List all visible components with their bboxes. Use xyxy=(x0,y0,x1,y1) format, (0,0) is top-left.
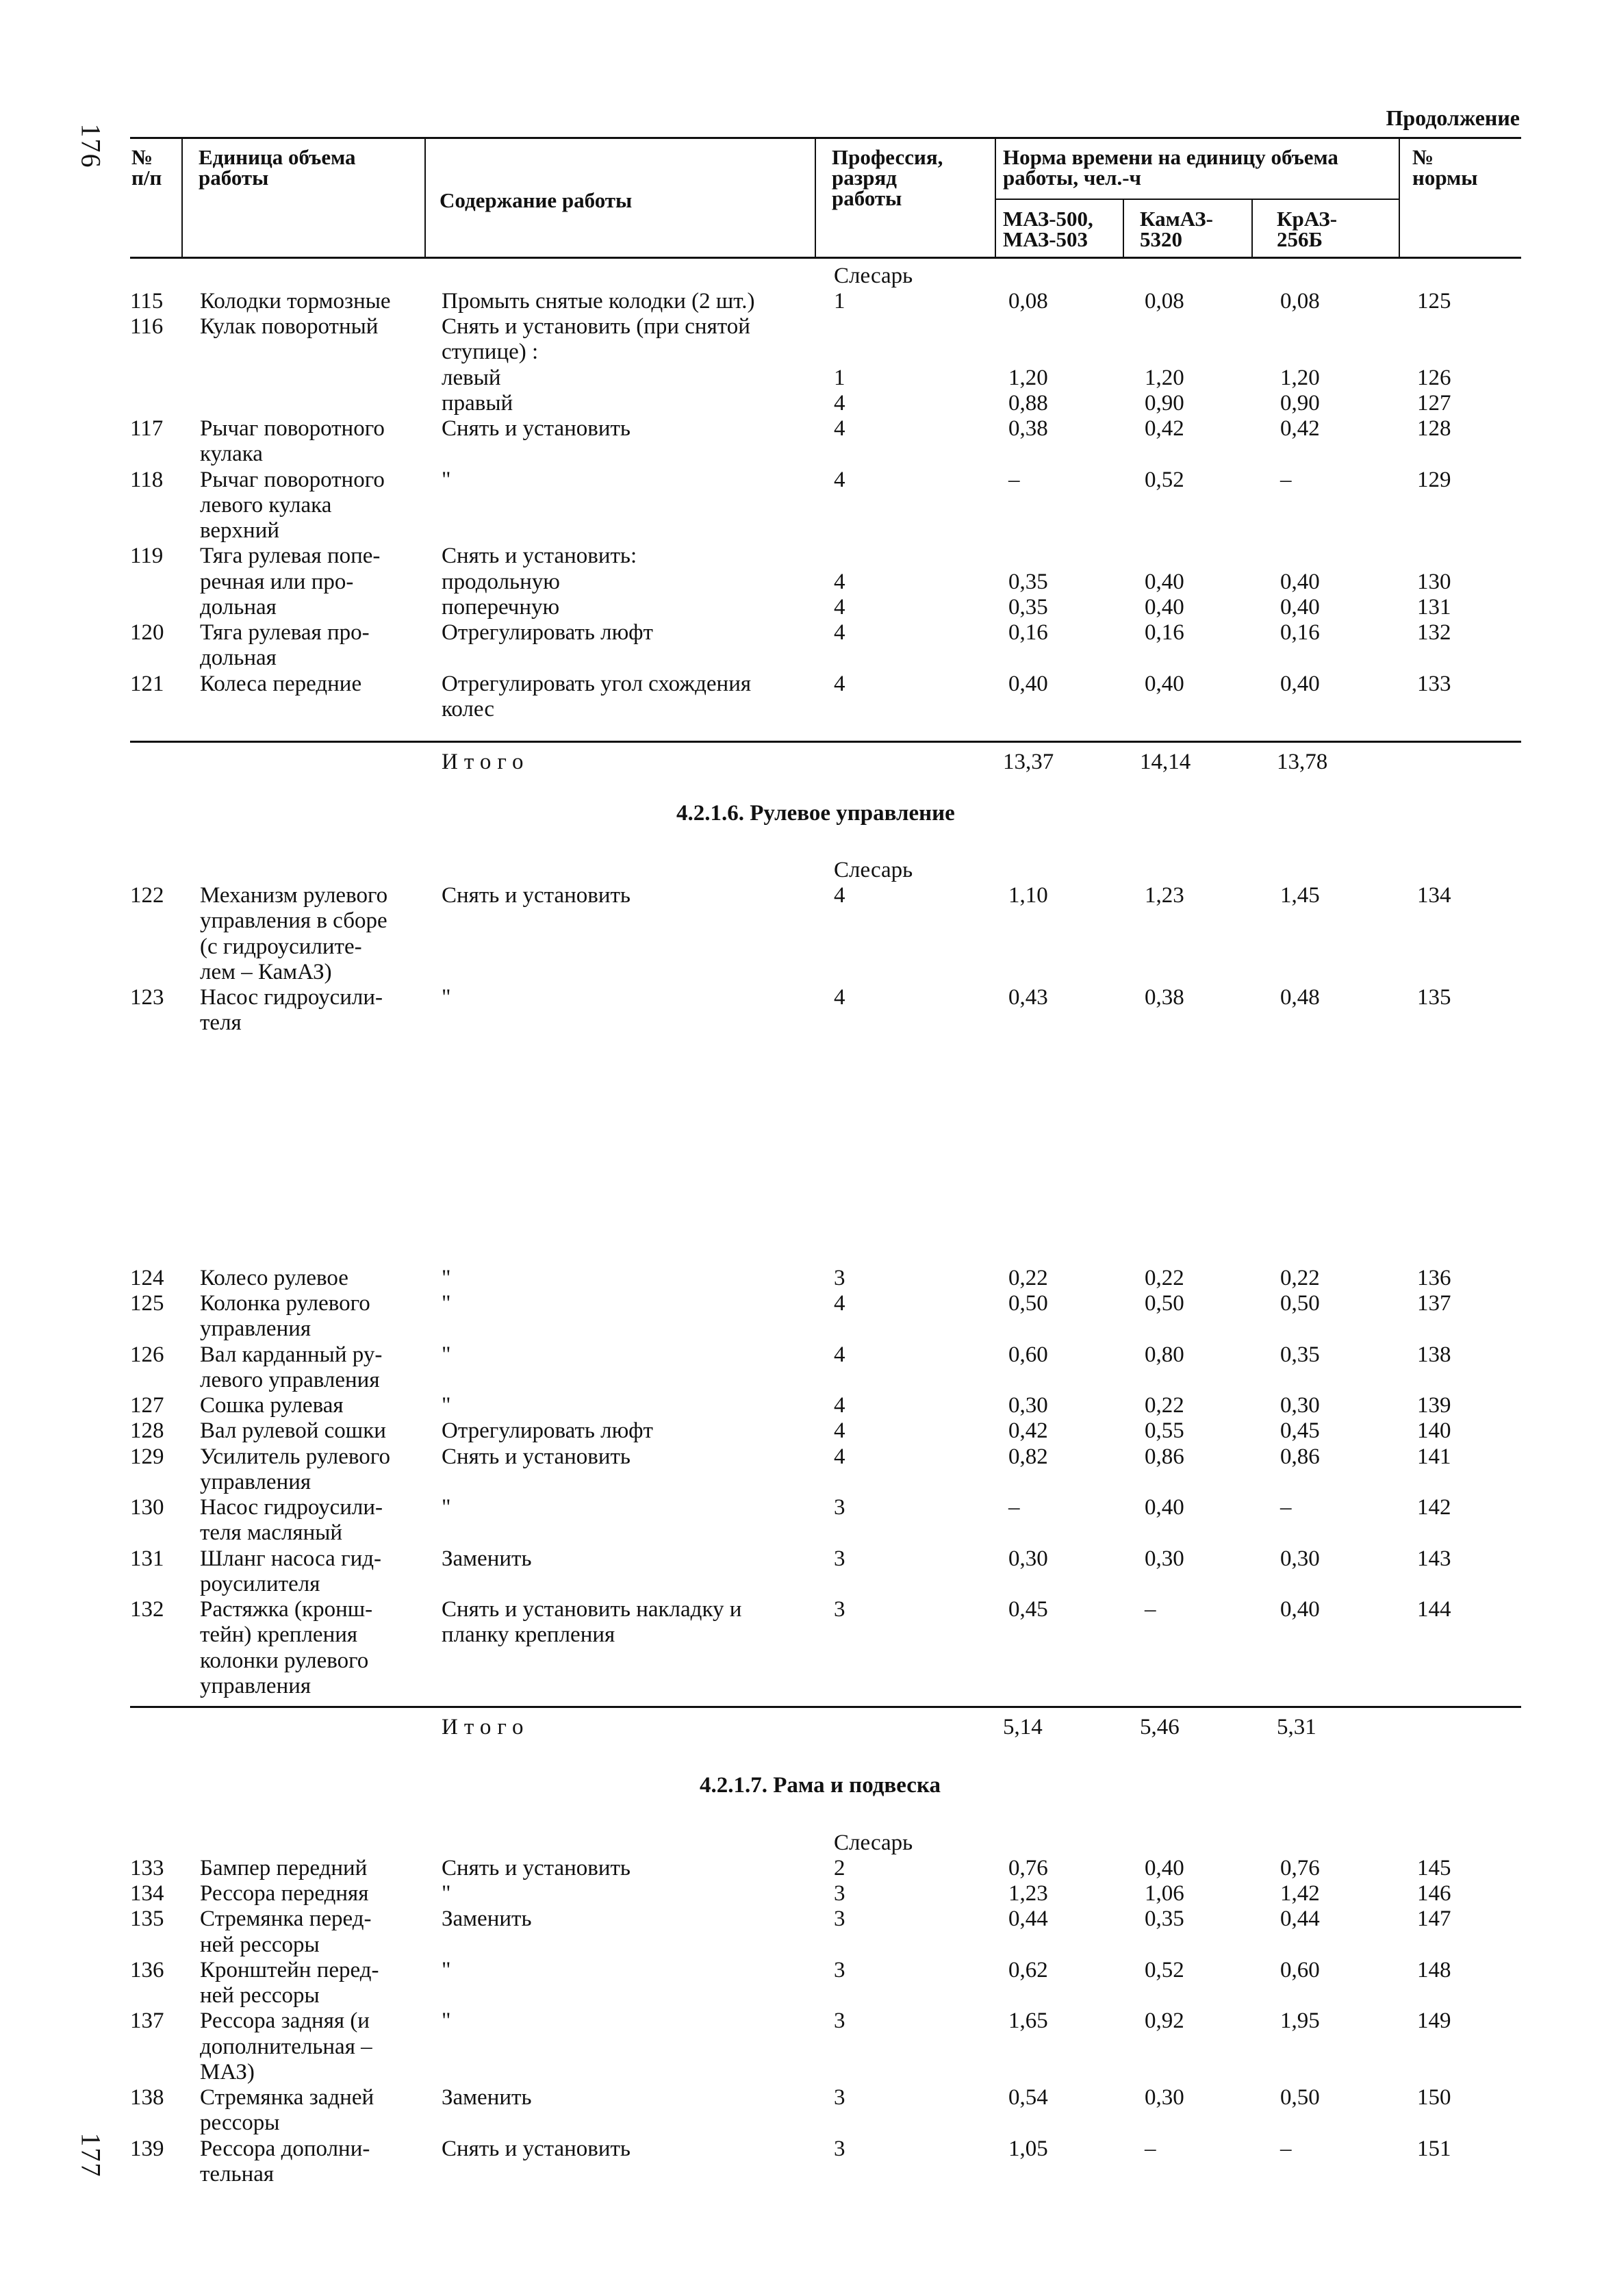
row-number: 132 xyxy=(130,1597,164,1622)
profession-rank: 3 xyxy=(834,1266,845,1290)
profession-rank: Слесарь xyxy=(834,858,913,882)
profession-rank: 4 xyxy=(834,1291,845,1316)
work-content: " xyxy=(442,1958,451,1982)
work-content: " xyxy=(442,1495,451,1520)
work-unit: ней рессоры xyxy=(200,1933,320,1957)
profession-rank: Слесарь xyxy=(834,1831,913,1855)
norm-maz: 1,23 xyxy=(1008,1881,1048,1906)
work-unit: Вал рулевой сошки xyxy=(200,1418,386,1443)
norm-kamaz: 0,30 xyxy=(1145,2085,1184,2110)
work-unit: Насос гидроусили- xyxy=(200,985,383,1010)
total-label: Итого xyxy=(442,750,530,774)
section-title-frame: 4.2.1.7. Рама и подвеска xyxy=(700,1773,941,1798)
norm-kamaz: 0,40 xyxy=(1145,1856,1184,1880)
work-content: " xyxy=(442,1881,451,1906)
norm-kraz: 0,60 xyxy=(1280,1958,1320,1982)
header-num-1: № xyxy=(131,145,153,169)
header-unit-2: работы xyxy=(199,166,269,190)
row-number: 139 xyxy=(130,2136,164,2161)
profession-rank: 3 xyxy=(834,1495,845,1520)
section-title-steering: 4.2.1.6. Рулевое управление xyxy=(676,801,955,826)
norm-maz: 1,20 xyxy=(1008,366,1048,390)
work-content: Отрегулировать угол схождения xyxy=(442,672,752,696)
row-number: 135 xyxy=(130,1906,164,1931)
profession-rank: 4 xyxy=(834,1393,845,1418)
work-unit: Шланг насоса гид- xyxy=(200,1546,382,1571)
norm-kamaz: 0,42 xyxy=(1145,416,1184,441)
norm-kraz: 0,08 xyxy=(1280,289,1320,314)
norm-number: 131 xyxy=(1417,595,1451,620)
row-number: 120 xyxy=(130,620,164,645)
profession-rank: 4 xyxy=(834,1444,845,1469)
profession-rank: 4 xyxy=(834,883,845,908)
header-top-rule xyxy=(130,137,1521,139)
norm-kraz: 1,20 xyxy=(1280,366,1320,390)
work-content: Заменить xyxy=(442,2085,532,2110)
profession-rank: 3 xyxy=(834,1958,845,1982)
norm-maz: – xyxy=(1008,468,1020,492)
norm-kraz: 1,95 xyxy=(1280,2008,1320,2033)
norm-maz: 0,35 xyxy=(1008,595,1048,620)
norm-number: 141 xyxy=(1417,1444,1451,1469)
header-vline-3 xyxy=(815,138,816,257)
norm-kraz: 0,40 xyxy=(1280,1597,1320,1622)
work-content: Снять и установить xyxy=(442,416,631,441)
norm-maz: 0,42 xyxy=(1008,1418,1048,1443)
norm-kraz: 0,42 xyxy=(1280,416,1320,441)
work-content: планку крепления xyxy=(442,1622,615,1647)
norm-kraz: 0,86 xyxy=(1280,1444,1320,1469)
norm-maz: – xyxy=(1008,1495,1020,1520)
norm-kamaz: 0,40 xyxy=(1145,595,1184,620)
header-norm-subrule xyxy=(995,199,1399,200)
row-number: 115 xyxy=(130,289,164,314)
work-content: поперечную xyxy=(442,595,560,620)
norm-maz: 1,65 xyxy=(1008,2008,1048,2033)
work-content: Снять и установить xyxy=(442,1444,631,1469)
norm-kraz: 0,44 xyxy=(1280,1906,1320,1931)
work-unit: дольная xyxy=(200,646,277,670)
norm-kamaz: 0,55 xyxy=(1145,1418,1184,1443)
row-number: 137 xyxy=(130,2008,164,2033)
norm-number: 147 xyxy=(1417,1906,1451,1931)
work-content: Снять и установить xyxy=(442,1856,631,1880)
profession-rank: 4 xyxy=(834,1342,845,1367)
row-number: 125 xyxy=(130,1291,164,1316)
norm-kamaz: 1,20 xyxy=(1145,366,1184,390)
header-vline-6 xyxy=(1251,199,1253,257)
work-unit: роусилителя xyxy=(200,1572,320,1596)
work-content: Промыть снятые колодки (2 шт.) xyxy=(442,289,755,314)
norm-number: 126 xyxy=(1417,366,1451,390)
norm-number: 138 xyxy=(1417,1342,1451,1367)
total-kraz: 5,31 xyxy=(1277,1715,1316,1739)
work-unit: Рессора дополни- xyxy=(200,2136,370,2161)
norm-number: 140 xyxy=(1417,1418,1451,1443)
norm-maz: 0,30 xyxy=(1008,1546,1048,1571)
total-maz: 5,14 xyxy=(1003,1715,1043,1739)
profession-rank: 4 xyxy=(834,985,845,1010)
norm-maz: 0,22 xyxy=(1008,1266,1048,1290)
norm-maz: 0,62 xyxy=(1008,1958,1048,1982)
row-number: 121 xyxy=(130,672,164,696)
header-kamaz-2: 5320 xyxy=(1140,227,1182,251)
row-number: 118 xyxy=(130,468,164,492)
profession-rank: 3 xyxy=(834,1881,845,1906)
total-rule-1 xyxy=(130,741,1521,743)
norm-number: 128 xyxy=(1417,416,1451,441)
norm-kamaz: 0,86 xyxy=(1145,1444,1184,1469)
work-unit: управления xyxy=(200,1470,311,1494)
norm-kraz: 0,22 xyxy=(1280,1266,1320,1290)
norm-kamaz: 0,52 xyxy=(1145,1958,1184,1982)
work-unit: Сошка рулевая xyxy=(200,1393,344,1418)
norm-maz: 0,82 xyxy=(1008,1444,1048,1469)
work-unit: управления xyxy=(200,1674,311,1698)
work-unit: Тяга рулевая про- xyxy=(200,620,370,645)
norm-maz: 0,16 xyxy=(1008,620,1048,645)
work-unit: ней рессоры xyxy=(200,1983,320,2008)
row-number: 136 xyxy=(130,1958,164,1982)
work-unit: (с гидроусилите- xyxy=(200,934,362,959)
work-unit: тейн) крепления xyxy=(200,1622,358,1647)
row-number: 116 xyxy=(130,314,164,339)
profession-rank: 4 xyxy=(834,468,845,492)
profession-rank: 2 xyxy=(834,1856,845,1880)
work-unit: Рычаг поворотного xyxy=(200,468,385,492)
norm-maz: 0,54 xyxy=(1008,2085,1048,2110)
profession-rank: 3 xyxy=(834,1906,845,1931)
header-vline-5 xyxy=(1123,199,1124,257)
work-unit: Колонка рулевого xyxy=(200,1291,370,1316)
norm-kamaz: 0,30 xyxy=(1145,1546,1184,1571)
norm-kamaz: – xyxy=(1145,2136,1156,2161)
profession-rank: 1 xyxy=(834,366,845,390)
norm-kraz: 0,76 xyxy=(1280,1856,1320,1880)
norm-number: 127 xyxy=(1417,391,1451,416)
work-unit: левого управления xyxy=(200,1368,380,1392)
work-content: правый xyxy=(442,391,513,416)
header-vline-2 xyxy=(424,138,426,257)
continuation-label: Продолжение xyxy=(1386,105,1520,130)
row-number: 123 xyxy=(130,985,164,1010)
norm-maz: 0,88 xyxy=(1008,391,1048,416)
header-prof-2: разряд xyxy=(832,166,897,190)
norm-kraz: – xyxy=(1280,468,1292,492)
total-kamaz: 14,14 xyxy=(1140,750,1191,774)
profession-rank: 3 xyxy=(834,2085,845,2110)
row-number: 131 xyxy=(130,1546,164,1571)
norm-kamaz: – xyxy=(1145,1597,1156,1622)
work-unit: верхний xyxy=(200,518,280,543)
profession-rank: 3 xyxy=(834,1597,845,1622)
norm-kraz: 0,16 xyxy=(1280,620,1320,645)
norm-kamaz: 0,90 xyxy=(1145,391,1184,416)
profession-rank: Слесарь xyxy=(834,264,913,288)
work-unit: Бампер передний xyxy=(200,1856,368,1880)
work-content: " xyxy=(442,1342,451,1367)
norm-number: 125 xyxy=(1417,289,1451,314)
norm-number: 139 xyxy=(1417,1393,1451,1418)
norm-kraz: 0,35 xyxy=(1280,1342,1320,1367)
header-maz-1: МАЗ-500, xyxy=(1003,207,1093,231)
profession-rank: 4 xyxy=(834,416,845,441)
row-number: 119 xyxy=(130,544,164,568)
work-unit: Рычаг поворотного xyxy=(200,416,385,441)
norm-number: 135 xyxy=(1417,985,1451,1010)
profession-rank: 4 xyxy=(834,391,845,416)
work-content: " xyxy=(442,985,451,1010)
header-maz-2: МАЗ-503 xyxy=(1003,227,1088,251)
norm-kamaz: 0,08 xyxy=(1145,289,1184,314)
page-number-top: 176 xyxy=(75,123,107,169)
norm-maz: 0,30 xyxy=(1008,1393,1048,1418)
header-vline-1 xyxy=(181,138,183,257)
norm-number: 143 xyxy=(1417,1546,1451,1571)
row-number: 138 xyxy=(130,2085,164,2110)
profession-rank: 4 xyxy=(834,672,845,696)
work-unit: Рессора передняя xyxy=(200,1881,369,1906)
header-kraz-1: КрАЗ- xyxy=(1277,207,1338,231)
norm-number: 137 xyxy=(1417,1291,1451,1316)
norm-kamaz: 1,06 xyxy=(1145,1881,1184,1906)
norm-kamaz: 0,52 xyxy=(1145,468,1184,492)
work-content: Заменить xyxy=(442,1906,532,1931)
header-vline-4 xyxy=(995,138,996,257)
work-content: " xyxy=(442,1291,451,1316)
norm-maz: 0,44 xyxy=(1008,1906,1048,1931)
header-prof-1: Профессия, xyxy=(832,145,943,169)
work-unit: Стремянка задней xyxy=(200,2085,374,2110)
work-unit: управления в сборе xyxy=(200,908,387,933)
profession-rank: 3 xyxy=(834,2008,845,2033)
profession-rank: 3 xyxy=(834,1546,845,1571)
work-unit: Тяга рулевая попе- xyxy=(200,544,381,568)
norm-number: 133 xyxy=(1417,672,1451,696)
work-unit: рессоры xyxy=(200,2110,280,2135)
norm-maz: 0,38 xyxy=(1008,416,1048,441)
norm-kraz: 0,30 xyxy=(1280,1393,1320,1418)
norm-number: 145 xyxy=(1417,1856,1451,1880)
row-number: 134 xyxy=(130,1881,164,1906)
header-bottom-rule xyxy=(130,257,1521,259)
work-unit: Кулак поворотный xyxy=(200,314,379,339)
total-kamaz: 5,46 xyxy=(1140,1715,1180,1739)
profession-rank: 4 xyxy=(834,620,845,645)
norm-number: 142 xyxy=(1417,1495,1451,1520)
row-number: 130 xyxy=(130,1495,164,1520)
norm-number: 150 xyxy=(1417,2085,1451,2110)
norm-kraz: 0,30 xyxy=(1280,1546,1320,1571)
norm-kamaz: 0,40 xyxy=(1145,570,1184,594)
norm-maz: 1,05 xyxy=(1008,2136,1048,2161)
page-number-bottom: 177 xyxy=(75,2132,107,2178)
norm-number: 130 xyxy=(1417,570,1451,594)
work-content: Отрегулировать люфт xyxy=(442,1418,653,1443)
work-unit: Колодки тормозные xyxy=(200,289,391,314)
work-content: колес xyxy=(442,697,495,722)
work-unit: управления xyxy=(200,1316,311,1341)
work-content: Снять и установить xyxy=(442,2136,631,2161)
work-unit: Стремянка перед- xyxy=(200,1906,372,1931)
row-number: 126 xyxy=(130,1342,164,1367)
header-normno-2: нормы xyxy=(1412,166,1478,190)
norm-maz: 1,10 xyxy=(1008,883,1048,908)
work-content: левый xyxy=(442,366,501,390)
row-number: 129 xyxy=(130,1444,164,1469)
norm-kamaz: 0,40 xyxy=(1145,1495,1184,1520)
profession-rank: 4 xyxy=(834,570,845,594)
norm-kraz: 0,45 xyxy=(1280,1418,1320,1443)
work-unit: левого кулака xyxy=(200,493,332,518)
norm-kraz: 1,42 xyxy=(1280,1881,1320,1906)
norm-kraz: 0,50 xyxy=(1280,2085,1320,2110)
work-unit: Рессора задняя (и xyxy=(200,2008,370,2033)
total-label: Итого xyxy=(442,1715,530,1739)
work-content: " xyxy=(442,2008,451,2033)
profession-rank: 3 xyxy=(834,2136,845,2161)
work-content: Снять и установить (при снятой xyxy=(442,314,750,339)
work-unit: Растяжка (кронш- xyxy=(200,1597,373,1622)
work-unit: Вал карданный ру- xyxy=(200,1342,383,1367)
work-unit: Механизм рулевого xyxy=(200,883,388,908)
work-content: " xyxy=(442,1393,451,1418)
row-number: 128 xyxy=(130,1418,164,1443)
header-kraz-2: 256Б xyxy=(1277,227,1323,251)
header-normno-1: № xyxy=(1412,145,1434,169)
row-number: 117 xyxy=(130,416,164,441)
norm-kraz: 0,90 xyxy=(1280,391,1320,416)
work-unit: Усилитель рулевого xyxy=(200,1444,390,1469)
norm-kraz: 0,40 xyxy=(1280,672,1320,696)
norm-kraz: 1,45 xyxy=(1280,883,1320,908)
norm-kraz: – xyxy=(1280,1495,1292,1520)
norm-kamaz: 1,23 xyxy=(1145,883,1184,908)
norm-number: 144 xyxy=(1417,1597,1451,1622)
profession-rank: 4 xyxy=(834,1418,845,1443)
work-unit: колонки рулевого xyxy=(200,1648,369,1673)
total-maz: 13,37 xyxy=(1003,750,1054,774)
norm-kamaz: 0,22 xyxy=(1145,1393,1184,1418)
work-unit: Колесо рулевое xyxy=(200,1266,348,1290)
row-number: 124 xyxy=(130,1266,164,1290)
norm-kraz: – xyxy=(1280,2136,1292,2161)
header-norm-2: работы, чел.-ч xyxy=(1003,166,1142,190)
norm-number: 132 xyxy=(1417,620,1451,645)
total-kraz: 13,78 xyxy=(1277,750,1328,774)
profession-rank: 1 xyxy=(834,289,845,314)
norm-maz: 0,43 xyxy=(1008,985,1048,1010)
work-unit: Колеса передние xyxy=(200,672,362,696)
header-unit-1: Единица объема xyxy=(199,145,356,169)
row-number: 127 xyxy=(130,1393,164,1418)
work-unit: тельная xyxy=(200,2162,275,2186)
work-unit: Кронштейн перед- xyxy=(200,1958,379,1982)
norm-kamaz: 0,80 xyxy=(1145,1342,1184,1367)
row-number: 122 xyxy=(130,883,164,908)
work-content: продольную xyxy=(442,570,560,594)
work-content: " xyxy=(442,1266,451,1290)
norm-maz: 0,60 xyxy=(1008,1342,1048,1367)
norm-kamaz: 0,22 xyxy=(1145,1266,1184,1290)
work-unit: дольная xyxy=(200,595,277,620)
norm-kamaz: 0,50 xyxy=(1145,1291,1184,1316)
norm-number: 146 xyxy=(1417,1881,1451,1906)
work-unit: дополнительная – xyxy=(200,2034,372,2059)
norm-kamaz: 0,92 xyxy=(1145,2008,1184,2033)
work-unit: кулака xyxy=(200,442,263,466)
norm-number: 129 xyxy=(1417,468,1451,492)
norm-kamaz: 0,16 xyxy=(1145,620,1184,645)
norm-kamaz: 0,35 xyxy=(1145,1906,1184,1931)
work-unit: Насос гидроусили- xyxy=(200,1495,383,1520)
header-prof-3: работы xyxy=(832,186,902,210)
norm-kraz: 0,40 xyxy=(1280,570,1320,594)
work-unit: речная или про- xyxy=(200,570,354,594)
norm-kraz: 0,50 xyxy=(1280,1291,1320,1316)
header-norm-1: Норма времени на единицу объема xyxy=(1003,145,1338,169)
norm-number: 148 xyxy=(1417,1958,1451,1982)
work-unit: теля xyxy=(200,1010,242,1035)
work-unit: лем – КамАЗ) xyxy=(200,960,332,984)
norm-maz: 0,40 xyxy=(1008,672,1048,696)
norm-maz: 0,35 xyxy=(1008,570,1048,594)
total-rule-2 xyxy=(130,1706,1521,1708)
norm-kraz: 0,40 xyxy=(1280,595,1320,620)
norm-maz: 0,50 xyxy=(1008,1291,1048,1316)
header-kamaz-1: КамАЗ- xyxy=(1140,207,1213,231)
norm-maz: 0,08 xyxy=(1008,289,1048,314)
profession-rank: 4 xyxy=(834,595,845,620)
work-content: Снять и установить накладку и xyxy=(442,1597,742,1622)
norm-kamaz: 0,40 xyxy=(1145,672,1184,696)
header-content: Содержание работы xyxy=(440,188,633,212)
row-number: 133 xyxy=(130,1856,164,1880)
work-content: Снять и установить: xyxy=(442,544,637,568)
work-unit: МАЗ) xyxy=(200,2060,255,2084)
work-content: Заменить xyxy=(442,1546,532,1571)
norm-number: 149 xyxy=(1417,2008,1451,2033)
norm-number: 151 xyxy=(1417,2136,1451,2161)
header-vline-7 xyxy=(1399,138,1400,257)
work-content: ступице) : xyxy=(442,340,539,364)
norm-number: 136 xyxy=(1417,1266,1451,1290)
norm-maz: 0,45 xyxy=(1008,1597,1048,1622)
norm-number: 134 xyxy=(1417,883,1451,908)
norm-kamaz: 0,38 xyxy=(1145,985,1184,1010)
work-content: Отрегулировать люфт xyxy=(442,620,653,645)
norm-kraz: 0,48 xyxy=(1280,985,1320,1010)
work-content: " xyxy=(442,468,451,492)
work-unit: теля масляный xyxy=(200,1520,343,1545)
work-content: Снять и установить xyxy=(442,883,631,908)
norm-maz: 0,76 xyxy=(1008,1856,1048,1880)
header-num-2: п/п xyxy=(131,166,162,190)
